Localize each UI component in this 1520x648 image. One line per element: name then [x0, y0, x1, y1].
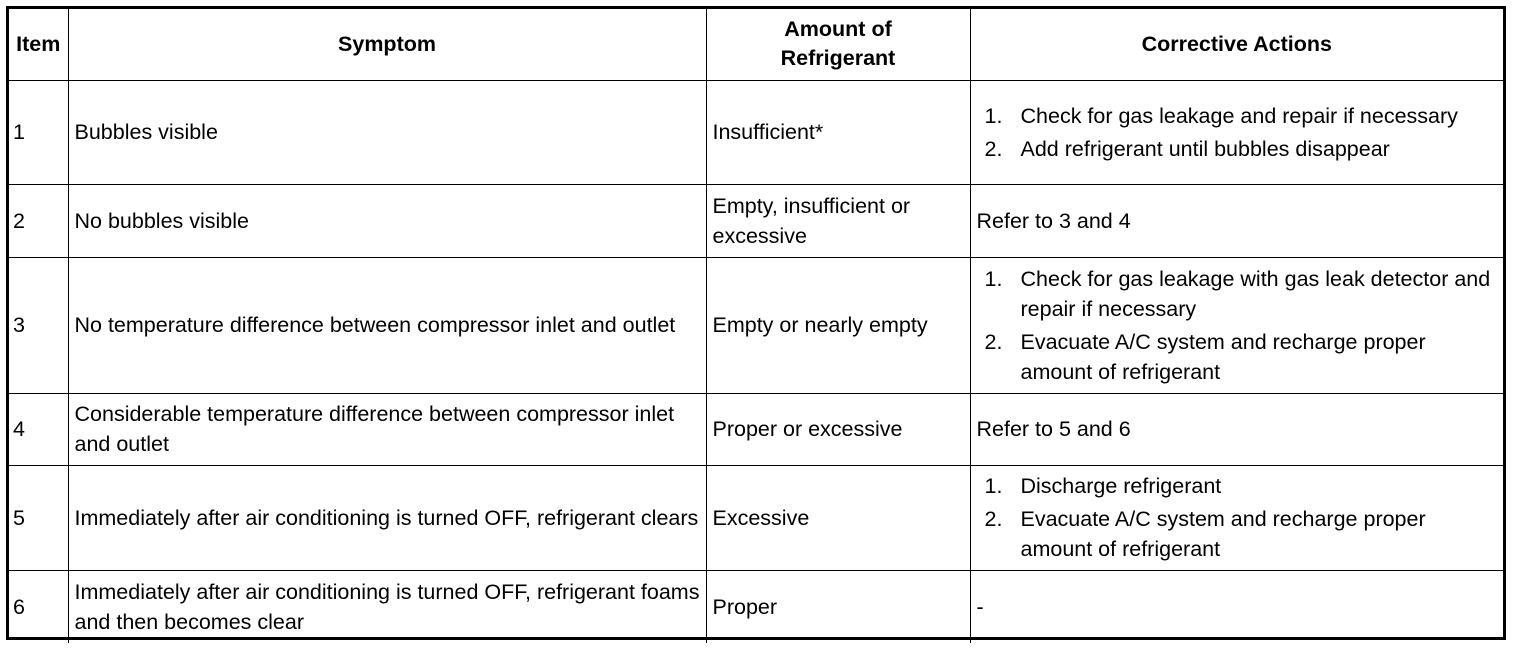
cell-symptom: Bubbles visible	[68, 80, 706, 184]
cell-corrective-actions	[970, 257, 1503, 393]
table-row	[9, 80, 1503, 184]
cell-item: 5	[9, 465, 68, 570]
corrective-actions-list	[971, 471, 1498, 564]
action-step-text: Check for gas leakage and repair if necessary	[1020, 103, 1458, 128]
header-amount-of-refrigerant	[706, 9, 970, 80]
action-step-number: 2.	[984, 136, 1003, 161]
cell-amount: Proper	[706, 570, 970, 643]
cell-symptom: No temperature difference between compressor inlet and outlet	[68, 257, 706, 393]
action-step-number: 1.	[984, 474, 1003, 498]
header-symptom: Symptom	[68, 9, 706, 80]
refrigerant-symptom-table	[9, 9, 1503, 643]
header-corrective-actions: Corrective Actions	[970, 9, 1503, 80]
action-step-text: Add refrigerant until bubbles disappear	[1020, 136, 1390, 161]
table-row	[9, 257, 1503, 393]
cell-corrective-actions	[970, 80, 1503, 184]
header-row	[9, 9, 1503, 80]
cell-symptom: No bubbles visible	[68, 184, 706, 257]
table-row	[9, 465, 1503, 570]
cell-item: 3	[9, 257, 68, 393]
cell-symptom: Immediately after air conditioning is turned OFF, refrigerant clears	[68, 465, 706, 570]
cell-symptom: Immediately after air conditioning is turned OFF, refrigerant foams and then becomes clear	[68, 570, 706, 643]
action-step-number: 2.	[984, 329, 1003, 354]
header-amount-label: Amount of Refrigerant	[780, 17, 896, 71]
action-step-text: Discharge refrigerant	[1020, 474, 1222, 498]
cell-item: 4	[9, 393, 68, 465]
corrective-actions-list	[971, 264, 1498, 387]
cell-amount: Excessive	[706, 465, 970, 570]
cell-corrective-actions	[970, 465, 1503, 570]
cell-amount: Insufficient*	[706, 80, 970, 184]
action-step	[971, 101, 1498, 131]
action-step-text: Evacuate A/C system and recharge proper amount of refrigerant	[1020, 507, 1426, 561]
action-step-number: 1.	[984, 266, 1003, 291]
refrigerant-symptom-table-frame	[6, 6, 1506, 640]
action-step	[971, 327, 1498, 387]
cell-amount: Empty or nearly empty	[706, 257, 970, 393]
cell-corrective-actions: Refer to 5 and 6	[970, 393, 1503, 465]
action-step-number: 2.	[984, 507, 1003, 531]
cell-item: 2	[9, 184, 68, 257]
header-item: Item	[9, 9, 68, 80]
cell-amount: Empty, insufficient or excessive	[706, 184, 970, 257]
action-step	[971, 471, 1498, 501]
cell-corrective-actions: Refer to 3 and 4	[970, 184, 1503, 257]
action-step	[971, 264, 1498, 324]
table-row	[9, 393, 1503, 465]
cell-item: 1	[9, 80, 68, 184]
action-step-text: Check for gas leakage with gas leak detector and repair if necessary	[1020, 266, 1491, 321]
table-row	[9, 570, 1503, 643]
table-row	[9, 184, 1503, 257]
cell-symptom: Considerable temperature difference between compressor inlet and outlet	[68, 393, 706, 465]
corrective-actions-list	[971, 101, 1498, 164]
action-step	[971, 504, 1498, 564]
action-step	[971, 134, 1498, 164]
cell-item: 6	[9, 570, 68, 643]
action-step-text: Evacuate A/C system and recharge proper amount of refrigerant	[1020, 329, 1426, 384]
cell-amount: Proper or excessive	[706, 393, 970, 465]
action-step-number: 1.	[984, 103, 1003, 128]
cell-corrective-actions: -	[970, 570, 1503, 643]
